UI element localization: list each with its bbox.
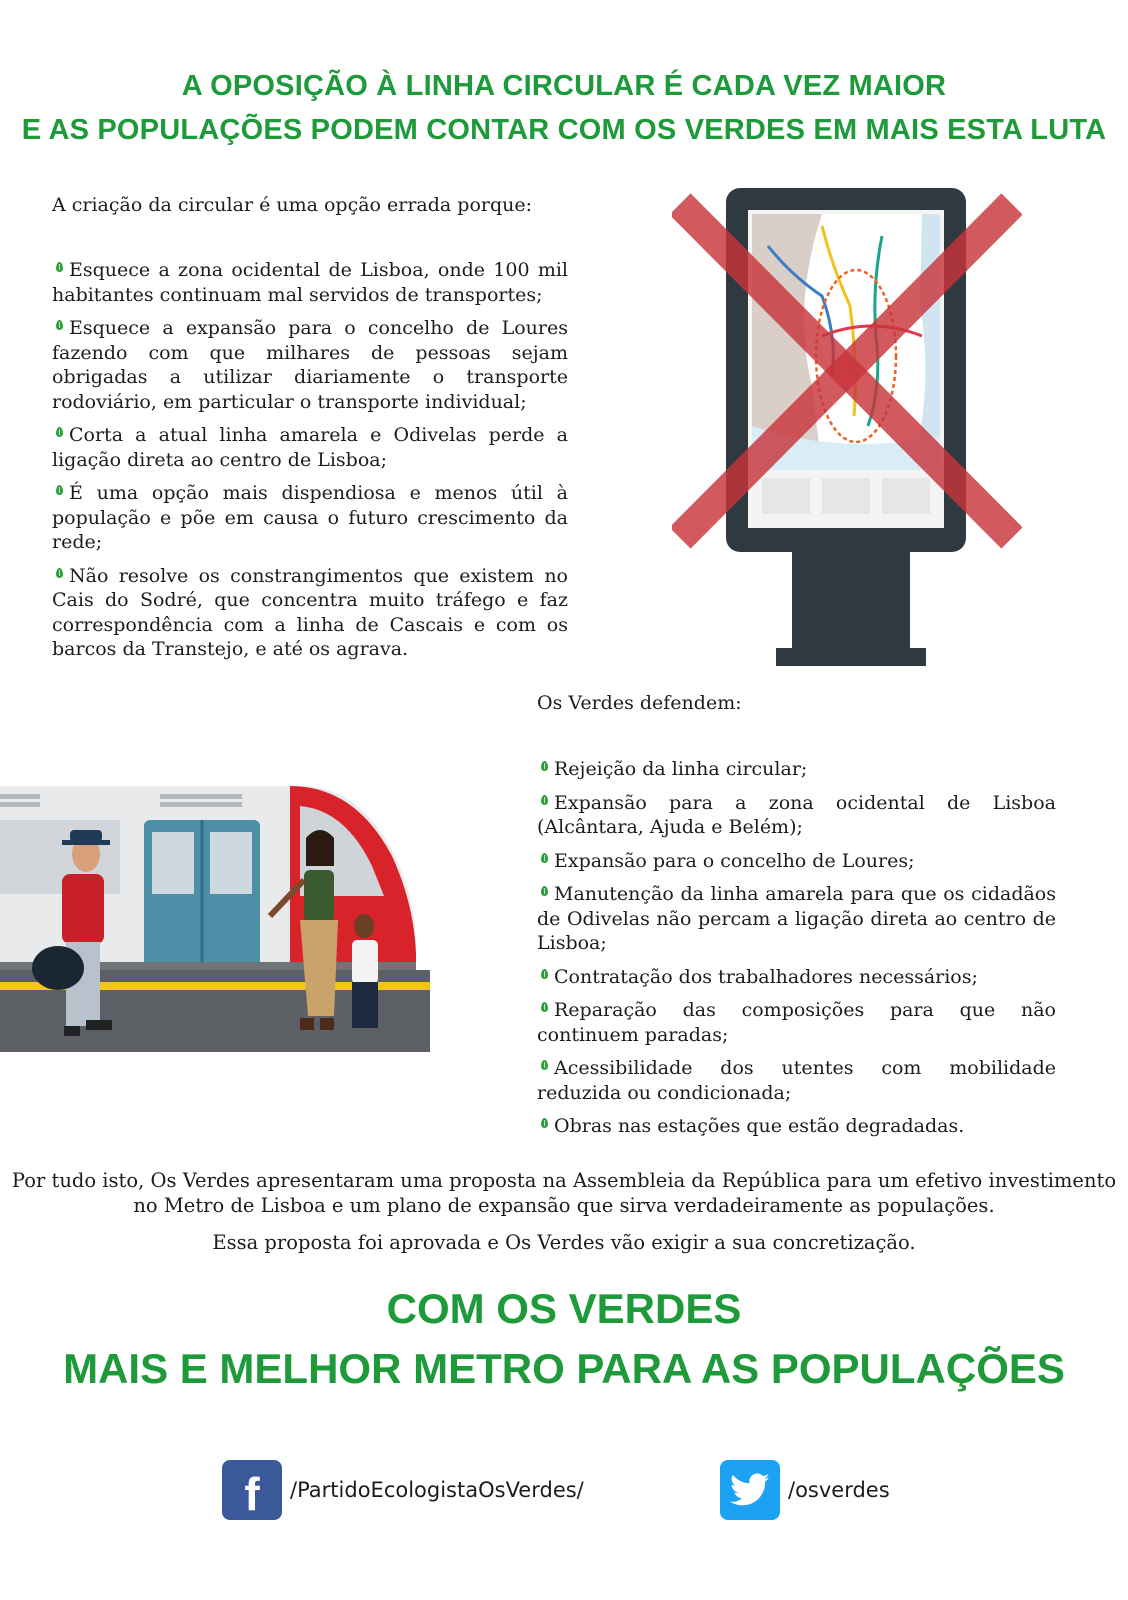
facebook-handle: /PartidoEcologistaOsVerdes/ <box>290 1478 584 1502</box>
leaf-bullet-icon <box>541 853 548 863</box>
closing-approval-note: Essa proposta foi aprovada e Os Verdes vão exigir a sua concretização. <box>212 1231 916 1254</box>
defend-item: Expansão para a zona ocidental de Lisboa (Alcântara, Ajuda e Belém); <box>537 791 1056 838</box>
headline-line-1: A OPOSIÇÃO À LINHA CIRCULAR É CADA VEZ MAIOR <box>181 70 947 102</box>
train-platform-illustration <box>0 786 432 1052</box>
closing-paragraph: Por tudo isto, Os Verdes apresentaram uma proposta na Assembleia da República para um efetivo investimento no Metro de Lisboa e um plano de expansão que sirva verdadeiramente as populações. <box>11 1169 1117 1217</box>
defend-item: Rejeição da linha circular; <box>537 757 1056 782</box>
twitter-link[interactable] <box>720 1460 890 1520</box>
defend-item: Expansão para o concelho de Loures; <box>537 849 1056 874</box>
leaf-bullet-icon <box>56 320 63 330</box>
reasons-list <box>52 258 568 671</box>
reason-item: Corta a atual linha amarela e Odivelas perde a ligação direta ao centro de Lisboa; <box>52 424 568 471</box>
defend-intro: Os Verdes defendem: <box>537 692 742 714</box>
reason-item: É uma opção mais dispendiosa e menos útil à população e põe em causa o futuro crescimento da rede; <box>52 482 568 553</box>
leaf-bullet-icon <box>56 485 63 495</box>
reason-item: Esquece a zona ocidental de Lisboa, onde 100 mil habitantes continuam mal servidos de transportes; <box>52 259 568 306</box>
leaf-bullet-icon <box>56 568 63 578</box>
twitter-handle: /osverdes <box>788 1478 890 1502</box>
headline-line-2: E AS POPULAÇÕES PODEM CONTAR COM OS VERDES EM MAIS ESTA LUTA <box>21 114 1107 146</box>
facebook-link[interactable] <box>222 1460 584 1520</box>
defend-item: Manutenção da linha amarela para que os cidadãos de Odivelas não percam a ligação direta ao centro de Lisboa; <box>537 883 1056 954</box>
reasons-intro: A criação da circular é uma opção errada porque: <box>52 194 533 216</box>
facebook-icon: f <box>222 1460 282 1520</box>
leaf-bullet-icon <box>56 262 63 272</box>
slogan-line-2: MAIS E MELHOR METRO PARA AS POPULAÇÕES <box>63 1345 1065 1392</box>
leaf-bullet-icon <box>541 795 548 805</box>
reason-item: Não resolve os constrangimentos que existem no Cais do Sodré, que concentra muito tráfego e faz correspondência com a linha de Cascais e com os barcos da Transtejo, e até os agrava. <box>52 564 568 660</box>
crossed-metro-map-kiosk-illustration <box>672 186 1022 668</box>
defend-item: Reparação das composições para que não continuem paradas; <box>537 999 1056 1046</box>
leaf-bullet-icon <box>541 969 548 979</box>
defend-item: Acessibilidade dos utentes com mobilidade reduzida ou condicionada; <box>537 1057 1056 1104</box>
defend-item: Contratação dos trabalhadores necessários; <box>537 965 1056 990</box>
leaf-bullet-icon <box>541 1060 548 1070</box>
defend-item: Obras nas estações que estão degradadas. <box>537 1114 1056 1139</box>
twitter-bird-icon <box>720 1460 780 1520</box>
defend-list <box>537 757 1056 1148</box>
leaf-bullet-icon <box>541 1002 548 1012</box>
leaf-bullet-icon <box>541 761 548 771</box>
leaf-bullet-icon <box>541 1118 548 1128</box>
leaf-bullet-icon <box>541 886 548 896</box>
slogan-line-1: COM OS VERDES <box>386 1285 742 1332</box>
reason-item: Esquece a expansão para o concelho de Loures fazendo com que milhares de pessoas sejam obrigadas a utilizar diariamente o transporte rodoviário, em particular o transporte individual; <box>52 317 568 413</box>
leaf-bullet-icon <box>56 427 63 437</box>
